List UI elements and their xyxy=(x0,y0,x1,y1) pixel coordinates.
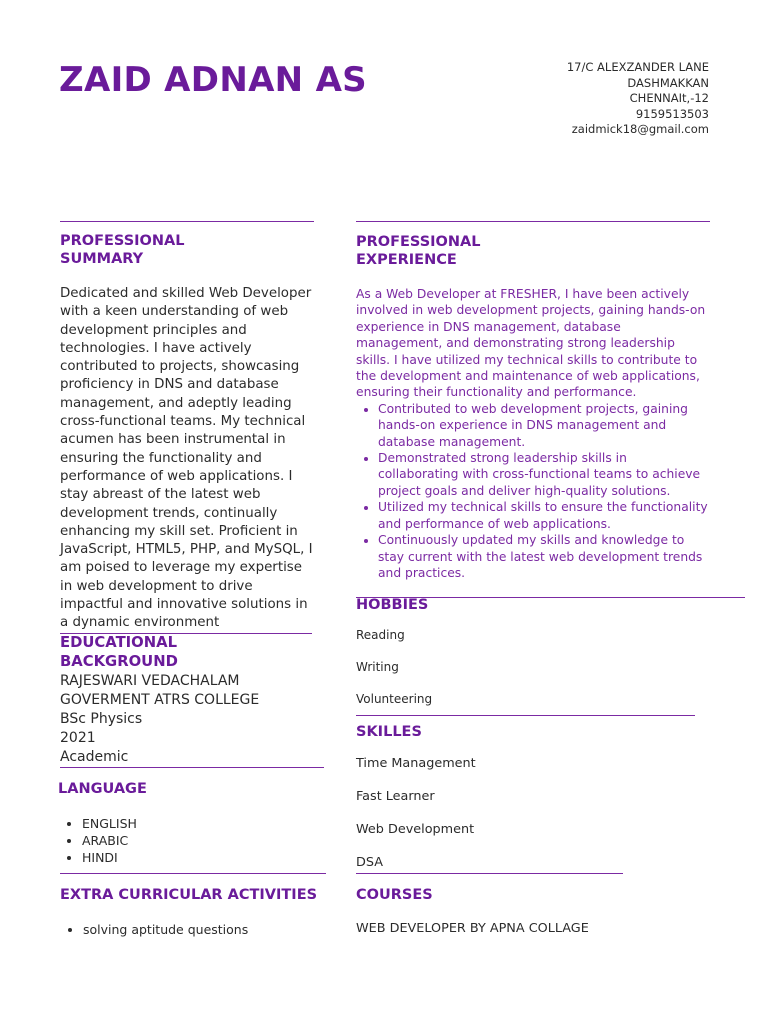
divider xyxy=(356,221,710,222)
divider xyxy=(60,221,314,222)
list-item: • HINDI xyxy=(82,849,137,866)
divider xyxy=(60,767,324,768)
address-line-2: DASHMAKKAN xyxy=(627,75,709,90)
experience-heading: PROFESSIONAL EXPERIENCE xyxy=(356,234,481,268)
education-heading: EDUCATIONAL BACKGROUND xyxy=(60,634,178,670)
extra-curricular-list xyxy=(61,921,248,938)
courses-heading: COURSES xyxy=(356,887,433,903)
list-item: • solving aptitude questions xyxy=(83,921,248,938)
list-item: Web Development xyxy=(356,822,475,837)
experience-bullets xyxy=(356,401,710,581)
contact-block xyxy=(567,60,709,138)
phone-number: 9159513503 xyxy=(635,106,709,121)
list-item: • Continuously updated my skills and knowledge to stay current with the latest web development trends and practices. xyxy=(378,532,710,581)
education-details xyxy=(60,672,259,767)
education-line: RAJESWARI VEDACHALAM xyxy=(60,673,240,689)
divider xyxy=(60,873,326,874)
list-item: • Contributed to web development projects, gaining hands-on experience in DNS management and database management. xyxy=(378,401,710,450)
extra-curricular-heading: EXTRA CURRICULAR ACTIVITIES xyxy=(60,887,318,903)
divider xyxy=(356,715,695,716)
education-line: GOVERMENT ATRS COLLEGE xyxy=(60,692,260,709)
education-line: Academic xyxy=(60,749,129,766)
list-item: Time Management xyxy=(356,756,476,771)
candidate-name: ZAID ADNAN AS xyxy=(59,60,367,100)
list-item: Reading xyxy=(356,628,405,642)
list-item: • ENGLISH xyxy=(82,815,137,832)
language-heading: LANGUAGE xyxy=(58,781,147,797)
list-item: Volunteering xyxy=(356,692,433,706)
list-item: Writing xyxy=(356,660,399,674)
summary-text: Dedicated and skilled Web Developer with a keen understanding of web development principles and technologies. I have actively contributed to projects, showcasing proficiency in DNS and database management, and adeptly leading cross-functional teams. My technical acumen has been instrumental in ensuring the functionality and performance of web applications. I stay abreast of the latest web development trends, continually enhancing my skill set. Proficient in JavaScript, HTML5, PHP, and MySQL, I am poised to leverage my expertise in web development to drive impactful and innovative solutions in a dynamic environment xyxy=(60,286,313,631)
address-line-1: 17/C ALEXZANDER LANE xyxy=(566,60,709,74)
divider xyxy=(356,873,623,874)
list-item: DSA xyxy=(356,855,383,870)
hobbies-heading: HOBBIES xyxy=(356,597,429,613)
address-city: CHENNAIt,-12 xyxy=(629,91,709,106)
education-line: 2021 xyxy=(60,730,96,747)
list-item: • ARABIC xyxy=(82,832,137,849)
skills-heading: SKILLES xyxy=(356,724,422,740)
list-item: WEB DEVELOPER BY APNA COLLAGE xyxy=(356,921,589,936)
list-item: • Demonstrated strong leadership skills in collaborating with cross-functional teams to achieve project goals and deliver high-quality solutions. xyxy=(378,450,710,499)
summary-heading: PROFESSIONAL SUMMARY xyxy=(60,233,185,267)
list-item: Fast Learner xyxy=(356,789,435,804)
education-line: BSc Physics xyxy=(60,711,143,728)
email-address: zaidmick18@gmail.com xyxy=(571,122,709,137)
experience-intro: As a Web Developer at FRESHER, I have been actively involved in web development projects, gaining hands-on experience in DNS management, database management, and demonstrating strong leadership skills. I have utilized my technical skills to contribute to the development and maintenance of web applications, ensuring their functionality and performance. xyxy=(356,287,706,400)
experience-body xyxy=(356,286,710,581)
language-list xyxy=(60,815,137,866)
list-item: • Utilized my technical skills to ensure the functionality and performance of web applications. xyxy=(378,499,710,532)
